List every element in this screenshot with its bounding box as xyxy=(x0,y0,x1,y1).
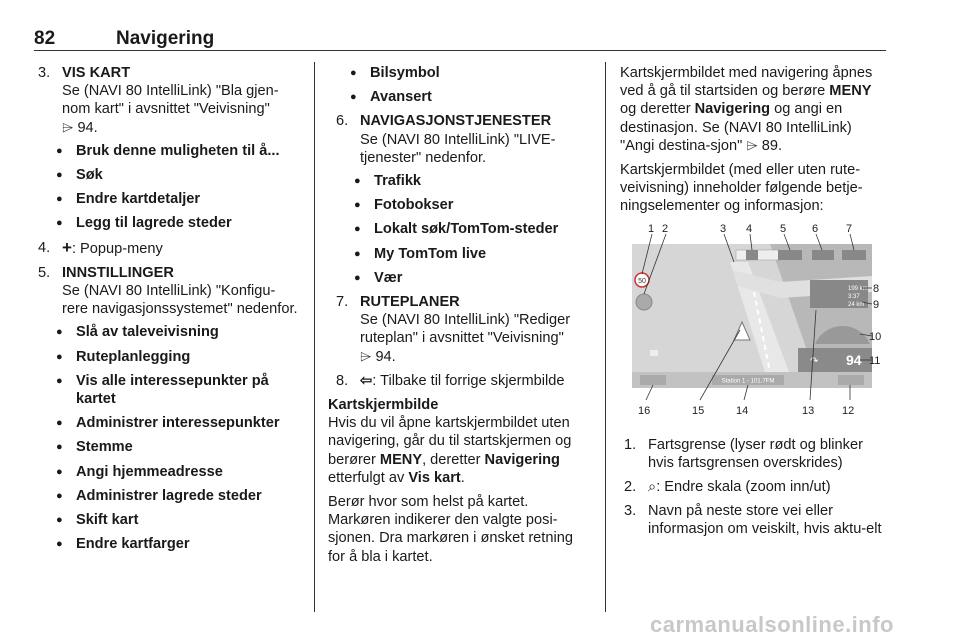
svg-text:9: 9 xyxy=(873,298,880,311)
column-2 xyxy=(328,64,580,572)
sub-item: ● My TomTom live xyxy=(336,245,580,263)
column-divider xyxy=(314,62,315,612)
list-item: 1. Fartsgrense (lyser rødt og blinker hvis fartsgrensen overskrides) xyxy=(624,436,863,471)
item-title: INNSTILLINGER xyxy=(62,264,174,281)
svg-text:3: 3 xyxy=(720,222,727,235)
list-item-6 xyxy=(336,112,580,287)
svg-text:14: 14 xyxy=(736,404,749,417)
item-number: 6. xyxy=(336,113,349,130)
plus-icon: + xyxy=(62,237,72,257)
sub-item: ● Lokalt søk/TomTom-steder xyxy=(336,220,580,238)
item-number: 8. xyxy=(336,372,349,389)
list-item-7 xyxy=(336,293,580,366)
sub-item: ● Angi hjemmeadresse xyxy=(38,463,300,481)
page-header xyxy=(34,26,886,51)
sub-item: ● Administrer lagrede steder xyxy=(38,487,300,505)
svg-text:12: 12 xyxy=(842,404,855,417)
list-item: 2. ⌕: Endre skala (zoom inn/ut) xyxy=(624,479,831,496)
list-item: 3. Navn på neste store vei eller informasjon om veiskilt, hvis aktu-elt xyxy=(624,503,882,538)
list-item-4 xyxy=(38,239,300,258)
sub-item: ● Søk xyxy=(38,166,300,184)
svg-text:15: 15 xyxy=(692,404,705,417)
svg-text:11: 11 xyxy=(869,354,881,367)
sub-item: ● Endre kartdetaljer xyxy=(38,190,300,208)
sub-item: ● Legg til lagrede steder xyxy=(38,214,300,232)
sub-item: ● Ruteplanlegging xyxy=(38,348,300,366)
column-1 xyxy=(38,64,300,559)
item-text: : Popup-meny xyxy=(71,240,163,257)
svg-text:24 km: 24 km xyxy=(848,301,865,308)
zoom-icon: ⌕ xyxy=(648,479,657,496)
item-text: Se (NAVI 80 IntelliLink) "Bla gjen-nom kart" i avsnittet "Veivisning" ⌲ 94. xyxy=(62,83,279,136)
svg-text:4: 4 xyxy=(746,222,753,235)
svg-text:13: 13 xyxy=(802,404,815,417)
watermark: carmanualsonline.info xyxy=(650,612,894,637)
svg-text:10: 10 xyxy=(869,330,882,343)
sub-item: ● Vis alle interessepunkter på kartet xyxy=(38,372,300,408)
item-title: VIS KART xyxy=(62,65,131,81)
sub-item: ● Bilsymbol xyxy=(332,64,580,82)
sub-item: ● Endre kartfarger xyxy=(38,535,300,553)
svg-text:1: 1 xyxy=(648,222,655,235)
item-number: 3. xyxy=(38,65,51,81)
svg-text:94: 94 xyxy=(846,351,862,368)
page-number: 82 xyxy=(34,28,56,49)
svg-text:2: 2 xyxy=(662,222,669,235)
item-number: 7. xyxy=(336,294,349,311)
item-text: Se (NAVI 80 IntelliLink) "Rediger ruteplan" i avsnittet "Veivisning" ⌲ 94. xyxy=(360,312,571,365)
column-divider xyxy=(605,62,606,612)
sub-item: ● Slå av taleveivisning xyxy=(38,323,300,341)
sub-item: ● Skift kart xyxy=(38,511,300,529)
paragraph: Kartskjermbildet (med eller uten rute-veivisning) inneholder følgende betje-ningselementer og informasjon: xyxy=(620,162,863,215)
sub-item: ● Avansert xyxy=(332,88,580,106)
svg-text:50: 50 xyxy=(638,277,646,285)
paragraph: Hvis du vil åpne kartskjermbildet uten navigering, går du til startskjermen og berører MENY, deretter Navigering etterfulgt av Vis kart. xyxy=(328,415,572,486)
item-text: : Tilbake til forrige skjermbilde xyxy=(372,372,565,389)
sub-item: ● Trafikk xyxy=(336,172,580,190)
svg-text:Station 1 - 101.7FM: Station 1 - 101.7FM xyxy=(721,378,775,385)
item-title: RUTEPLANER xyxy=(360,294,460,311)
map-screen-figure xyxy=(620,222,880,422)
column-3 xyxy=(620,64,888,545)
item-text: Se (NAVI 80 IntelliLink) "Konfigu-rere navigasjonssystemet" nedenfor. xyxy=(62,283,298,318)
sub-item: ● Bruk denne muligheten til å... xyxy=(38,142,300,160)
chapter-title: Navigering xyxy=(116,28,215,49)
svg-text:16: 16 xyxy=(638,404,651,417)
sub-item: ● Fotobokser xyxy=(336,196,580,214)
list-item-5 xyxy=(38,264,300,554)
svg-text:↷: ↷ xyxy=(810,355,819,367)
paragraph: Kartskjermbildet med navigering åpnes ved å gå til startsiden og berøre MENY og deretter Navigering og angi en destinasjon. Se (NAVI 80 IntelliLink) "Angi destina-sjon" ⌲ 89. xyxy=(620,65,873,154)
item-number: 5. xyxy=(38,264,51,281)
map-screen-diagram xyxy=(620,222,880,422)
back-arrow-icon: ⇦ xyxy=(360,372,373,389)
svg-text:7: 7 xyxy=(846,222,853,235)
svg-text:6: 6 xyxy=(812,222,819,235)
svg-text:199 km: 199 km xyxy=(848,285,868,292)
sub-item: ● Vær xyxy=(336,269,580,287)
svg-text:3:37: 3:37 xyxy=(848,293,860,300)
svg-text:8: 8 xyxy=(873,282,880,295)
svg-text:5: 5 xyxy=(780,222,787,235)
item-text: Se (NAVI 80 IntelliLink) "LIVE-tjenester" nedenfor. xyxy=(360,131,556,166)
list-item-8 xyxy=(336,372,580,390)
section-heading: Kartskjermbilde xyxy=(328,397,439,414)
list-item-3 xyxy=(38,64,300,233)
item-number: 4. xyxy=(38,239,51,256)
sub-item: ● Stemme xyxy=(38,438,300,456)
paragraph: Berør hvor som helst på kartet. Markøren indikerer den valgte posi-sjonen. Dra markøren i ønsket retning for å bla i kartet. xyxy=(328,494,573,565)
item-title: NAVIGASJONSTJENESTER xyxy=(360,113,552,130)
sub-item: ● Administrer interessepunkter xyxy=(38,414,300,432)
